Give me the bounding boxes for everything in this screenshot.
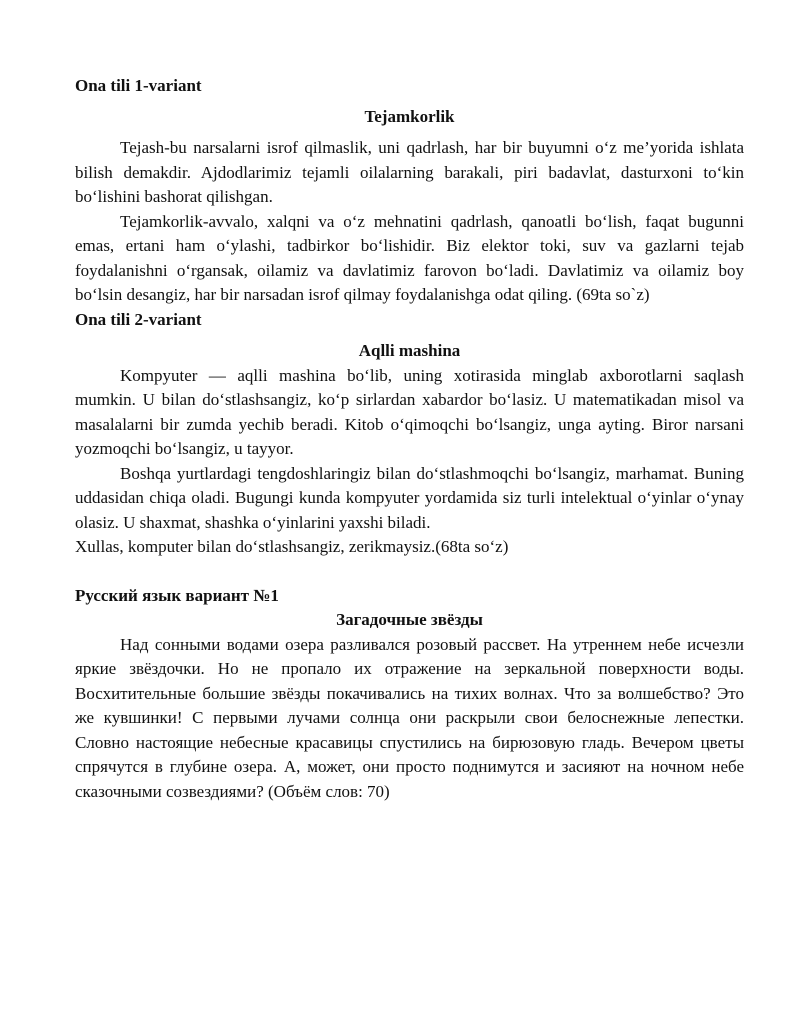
- text-title: Tejamkorlik: [364, 106, 455, 126]
- variant-heading: Ona tili 1-variant: [75, 76, 202, 95]
- closing-line: Xullas, komputer bilan do‘stlashsangiz, zerikmaysiz.(68ta so‘z): [75, 537, 509, 556]
- section-variant-2: [75, 308, 744, 560]
- paragraph: Kompyuter — aqlli mashina bo‘lib, uning xotirasida minglab axborotlarni saqlash mumkin. U bilan do‘stlashsangiz, ko‘p sirlardan xabardor bo‘lasiz. U matematikadan misol va masalalarni bir zumda yechib beradi. Kitob o‘qimoqchi bo‘lsangiz, unga ayting. Biror narsani yozmoqchi bo‘lsangiz, u tayyor.: [75, 365, 744, 458]
- paragraph: Над сонными водами озера разливался розовый рассвет. На утреннем небе исчезли яркие звёздочки. Но не пропало их отражение на зеркальной поверхности воды. Восхитительные большие звёзды покачивались на тихих волнах. Что за волшебство? Это же кувшинки! С первыми лучами солнца они раскрыли свои белоснежные лепестки. Словно настоящие небесные красавицы спустились на бирюзовую гладь. Вечером цветы спрячутся в глубине озера. А, может, они просто поднимутся и засияют на ночном небе сказочными созвездиями? (Объём слов: 70): [75, 634, 744, 801]
- document-page: [75, 74, 744, 804]
- section-variant-1: [75, 74, 744, 308]
- variant-heading: Ona tili 2-variant: [75, 309, 202, 329]
- section-spacer: [75, 560, 744, 584]
- variant-heading: Русский язык вариант №1: [75, 585, 279, 605]
- paragraph: Boshqa yurtlardagi tengdoshlaringiz bilan do‘stlashmoqchi bo‘lsangiz, marhamat. Buning uddasidan chiqa oladi. Bugungi kunda kompyuter yordamida siz turli intelektual o‘yinlar o‘ynay olasiz. U shaxmat, shashka o‘yinlarini yaxshi biladi.: [75, 463, 744, 532]
- paragraph: Tejash-bu narsalarni isrof qilmaslik, uni qadrlash, har bir buyumni o‘z me’yorida ishlata bilish demakdir. Ajdodlarimiz tejamli oilalarning barakali, piri badavlat, dasturxoni to‘kin bo‘lishini bashorat qilishgan.: [75, 138, 744, 206]
- text-title: Загадочные звёзды: [336, 610, 483, 629]
- paragraph: Tejamkorlik-avvalo, xalqni va o‘z mehnatini qadrlash, qanoatli bo‘lish, faqat bugunni emas, ertani ham o‘ylashi, tadbirkor bo‘lishidir. Biz elektor toki, suv va gazlarni tejab foydalanishni o‘rgansak, oilamiz va davlatimiz farovon bo‘ladi. Davlatimiz va oilamiz boy bo‘lsin desangiz, har bir narsadan isrof qilmay foydalanishga odat qiling. (69ta so`z): [75, 211, 744, 304]
- text-title: Aqlli mashina: [358, 341, 461, 360]
- section-russian-variant-1: [75, 584, 744, 805]
